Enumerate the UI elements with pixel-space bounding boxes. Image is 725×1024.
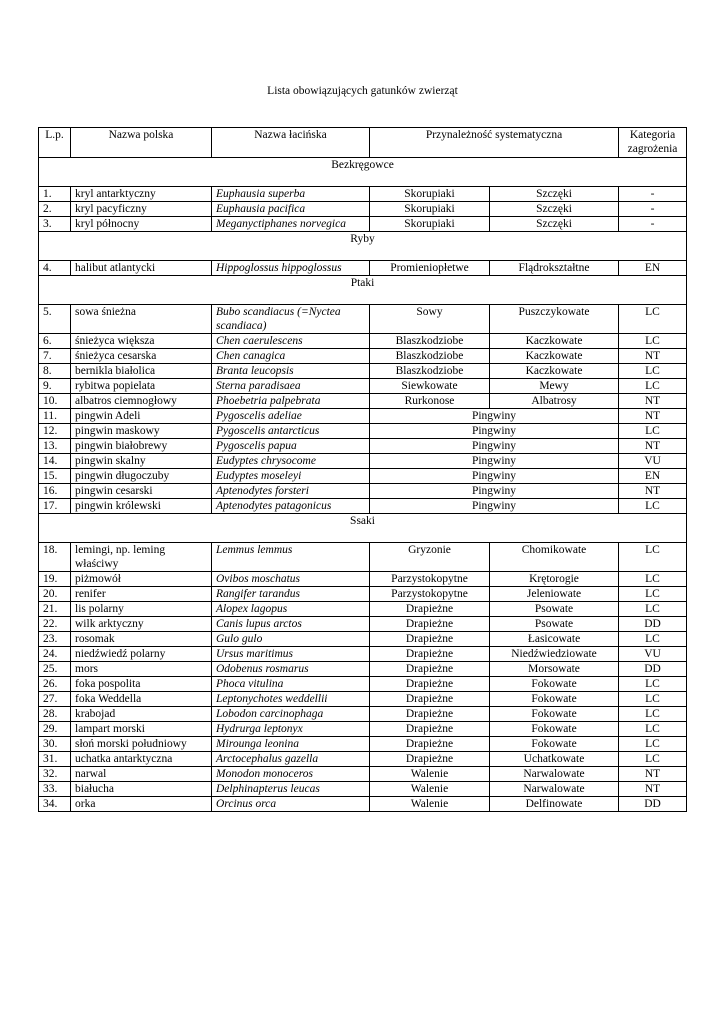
- systematic-family: Fokowate: [490, 722, 619, 737]
- row-number: 18.: [39, 543, 71, 572]
- systematic-family: Kaczkowate: [490, 349, 619, 364]
- polish-name: białucha: [71, 782, 212, 797]
- polish-name: pingwin białobrewy: [71, 439, 212, 454]
- threat-category: LC: [619, 572, 687, 587]
- systematic-family: Flądrokształtne: [490, 261, 619, 276]
- polish-name: pingwin długoczuby: [71, 469, 212, 484]
- table-row: [39, 617, 687, 632]
- systematic-family: Jeleniowate: [490, 587, 619, 602]
- latin-name: Aptenodytes patagonicus: [212, 499, 370, 514]
- systematic-group: Pingwiny: [370, 469, 619, 484]
- row-number: 16.: [39, 484, 71, 499]
- threat-category: LC: [619, 602, 687, 617]
- polish-name: niedźwiedź polarny: [71, 647, 212, 662]
- row-number: 28.: [39, 707, 71, 722]
- systematic-family: Mewy: [490, 379, 619, 394]
- polish-name: albatros ciemnogłowy: [71, 394, 212, 409]
- table-row: [39, 707, 687, 722]
- systematic-order: Drapieżne: [370, 752, 490, 767]
- table-body: [39, 158, 687, 812]
- polish-name: śnieżyca cesarska: [71, 349, 212, 364]
- threat-category: DD: [619, 662, 687, 677]
- latin-name: Branta leucopsis: [212, 364, 370, 379]
- latin-name: Pygoscelis antarcticus: [212, 424, 370, 439]
- threat-category: LC: [619, 587, 687, 602]
- table-row: [39, 394, 687, 409]
- polish-name: rybitwa popielata: [71, 379, 212, 394]
- table-row: [39, 261, 687, 276]
- threat-category: EN: [619, 261, 687, 276]
- polish-name: rosomak: [71, 632, 212, 647]
- latin-name: Euphausia pacifica: [212, 202, 370, 217]
- polish-name: mors: [71, 662, 212, 677]
- row-number: 9.: [39, 379, 71, 394]
- latin-name: Phoebetria palpebrata: [212, 394, 370, 409]
- systematic-group: Pingwiny: [370, 499, 619, 514]
- section-title: Ssaki: [39, 514, 687, 543]
- systematic-family: Niedźwiedziowate: [490, 647, 619, 662]
- row-number: 15.: [39, 469, 71, 484]
- threat-category: NT: [619, 394, 687, 409]
- row-number: 12.: [39, 424, 71, 439]
- threat-category: LC: [619, 737, 687, 752]
- row-number: 30.: [39, 737, 71, 752]
- table-row: [39, 202, 687, 217]
- latin-name: Ursus maritimus: [212, 647, 370, 662]
- systematic-order: Skorupiaki: [370, 187, 490, 202]
- systematic-family: Psowate: [490, 602, 619, 617]
- table-row: [39, 692, 687, 707]
- systematic-family: Albatrosy: [490, 394, 619, 409]
- row-number: 22.: [39, 617, 71, 632]
- threat-category: LC: [619, 379, 687, 394]
- section-row: [39, 276, 687, 305]
- systematic-order: Siewkowate: [370, 379, 490, 394]
- row-number: 8.: [39, 364, 71, 379]
- threat-category: EN: [619, 469, 687, 484]
- latin-name: Eudyptes chrysocome: [212, 454, 370, 469]
- row-number: 33.: [39, 782, 71, 797]
- polish-name: renifer: [71, 587, 212, 602]
- systematic-family: Uchatkowate: [490, 752, 619, 767]
- header-lp: L.p.: [39, 128, 71, 158]
- polish-name: kryl północny: [71, 217, 212, 232]
- polish-name: uchatka antarktyczna: [71, 752, 212, 767]
- latin-name: Monodon monoceros: [212, 767, 370, 782]
- section-row: [39, 514, 687, 543]
- threat-category: NT: [619, 439, 687, 454]
- row-number: 5.: [39, 305, 71, 334]
- systematic-family: Szczęki: [490, 217, 619, 232]
- threat-category: LC: [619, 424, 687, 439]
- systematic-group: Pingwiny: [370, 454, 619, 469]
- threat-category: LC: [619, 707, 687, 722]
- table-row: [39, 439, 687, 454]
- threat-category: DD: [619, 617, 687, 632]
- systematic-order: Rurkonose: [370, 394, 490, 409]
- polish-name: pingwin skalny: [71, 454, 212, 469]
- systematic-order: Walenie: [370, 767, 490, 782]
- section-title: Bezkręgowce: [39, 158, 687, 187]
- latin-name: Pygoscelis papua: [212, 439, 370, 454]
- systematic-group: Pingwiny: [370, 424, 619, 439]
- document-title: Lista obowiązujących gatunków zwierząt: [267, 85, 458, 97]
- row-number: 32.: [39, 767, 71, 782]
- table-row: [39, 767, 687, 782]
- table-row: [39, 543, 687, 572]
- polish-name: orka: [71, 797, 212, 812]
- systematic-order: Skorupiaki: [370, 217, 490, 232]
- systematic-order: Walenie: [370, 782, 490, 797]
- threat-category: NT: [619, 409, 687, 424]
- table-row: [39, 587, 687, 602]
- systematic-family: Narwalowate: [490, 782, 619, 797]
- species-table: [38, 127, 687, 812]
- row-number: 4.: [39, 261, 71, 276]
- table-row: [39, 364, 687, 379]
- row-number: 20.: [39, 587, 71, 602]
- latin-name: Odobenus rosmarus: [212, 662, 370, 677]
- systematic-order: Drapieżne: [370, 632, 490, 647]
- systematic-family: Fokowate: [490, 737, 619, 752]
- header-threat-category: Kategoria zagrożenia: [619, 128, 687, 158]
- table-row: [39, 409, 687, 424]
- threat-category: LC: [619, 364, 687, 379]
- systematic-family: Fokowate: [490, 677, 619, 692]
- systematic-order: Drapieżne: [370, 707, 490, 722]
- row-number: 13.: [39, 439, 71, 454]
- polish-name: halibut atlantycki: [71, 261, 212, 276]
- systematic-order: Gryzonie: [370, 543, 490, 572]
- threat-category: LC: [619, 677, 687, 692]
- systematic-family: Kaczkowate: [490, 364, 619, 379]
- latin-name: Delphinapterus leucas: [212, 782, 370, 797]
- systematic-family: Morsowate: [490, 662, 619, 677]
- table-row: [39, 454, 687, 469]
- row-number: 17.: [39, 499, 71, 514]
- systematic-order: Drapieżne: [370, 602, 490, 617]
- systematic-order: Drapieżne: [370, 692, 490, 707]
- systematic-order: Drapieżne: [370, 722, 490, 737]
- row-number: 3.: [39, 217, 71, 232]
- latin-name: Ovibos moschatus: [212, 572, 370, 587]
- threat-category: NT: [619, 484, 687, 499]
- systematic-order: Drapieżne: [370, 737, 490, 752]
- systematic-group: Pingwiny: [370, 439, 619, 454]
- latin-name: Meganyctiphanes norvegica: [212, 217, 370, 232]
- latin-name: Rangifer tarandus: [212, 587, 370, 602]
- polish-name: kryl pacyficzny: [71, 202, 212, 217]
- table-row: [39, 424, 687, 439]
- systematic-family: Narwalowate: [490, 767, 619, 782]
- table-row: [39, 602, 687, 617]
- latin-name: Eudyptes moseleyi: [212, 469, 370, 484]
- polish-name: piżmowół: [71, 572, 212, 587]
- polish-name: sowa śnieżna: [71, 305, 212, 334]
- row-number: 19.: [39, 572, 71, 587]
- systematic-family: Psowate: [490, 617, 619, 632]
- threat-category: LC: [619, 543, 687, 572]
- latin-name: Lemmus lemmus: [212, 543, 370, 572]
- table-row: [39, 379, 687, 394]
- polish-name: lampart morski: [71, 722, 212, 737]
- row-number: 7.: [39, 349, 71, 364]
- systematic-order: Drapieżne: [370, 617, 490, 632]
- latin-name: Orcinus orca: [212, 797, 370, 812]
- threat-category: LC: [619, 305, 687, 334]
- polish-name: pingwin maskowy: [71, 424, 212, 439]
- threat-category: VU: [619, 454, 687, 469]
- row-number: 26.: [39, 677, 71, 692]
- table-row: [39, 484, 687, 499]
- latin-name: Hippoglossus hippoglossus: [212, 261, 370, 276]
- threat-category: LC: [619, 334, 687, 349]
- row-number: 34.: [39, 797, 71, 812]
- row-number: 23.: [39, 632, 71, 647]
- polish-name: bernikla białolica: [71, 364, 212, 379]
- latin-name: Hydrurga leptonyx: [212, 722, 370, 737]
- threat-category: LC: [619, 752, 687, 767]
- polish-name: pingwin Adeli: [71, 409, 212, 424]
- row-number: 31.: [39, 752, 71, 767]
- latin-name: Aptenodytes forsteri: [212, 484, 370, 499]
- systematic-group: Pingwiny: [370, 409, 619, 424]
- table-row: [39, 499, 687, 514]
- systematic-order: Walenie: [370, 797, 490, 812]
- latin-name: Chen caerulescens: [212, 334, 370, 349]
- table-row: [39, 737, 687, 752]
- threat-category: LC: [619, 632, 687, 647]
- threat-category: DD: [619, 797, 687, 812]
- header-systematics: Przynależność systematyczna: [370, 128, 619, 158]
- polish-name: słoń morski południowy: [71, 737, 212, 752]
- table-row: [39, 572, 687, 587]
- threat-category: LC: [619, 722, 687, 737]
- systematic-order: Sowy: [370, 305, 490, 334]
- table-row: [39, 662, 687, 677]
- systematic-family: Szczęki: [490, 202, 619, 217]
- section-title: Ptaki: [39, 276, 687, 305]
- threat-category: -: [619, 202, 687, 217]
- table-row: [39, 305, 687, 334]
- polish-name: lis polarny: [71, 602, 212, 617]
- systematic-family: Chomikowate: [490, 543, 619, 572]
- systematic-order: Drapieżne: [370, 677, 490, 692]
- table-row: [39, 632, 687, 647]
- table-row: [39, 782, 687, 797]
- row-number: 21.: [39, 602, 71, 617]
- latin-name: Leptonychotes weddellii: [212, 692, 370, 707]
- threat-category: LC: [619, 499, 687, 514]
- systematic-family: Puszczykowate: [490, 305, 619, 334]
- latin-name: Chen canagica: [212, 349, 370, 364]
- latin-name: Sterna paradisaea: [212, 379, 370, 394]
- table-row: [39, 217, 687, 232]
- threat-category: NT: [619, 767, 687, 782]
- latin-name: Canis lupus arctos: [212, 617, 370, 632]
- systematic-order: Skorupiaki: [370, 202, 490, 217]
- header-polish-name: Nazwa polska: [71, 128, 212, 158]
- systematic-order: Drapieżne: [370, 647, 490, 662]
- systematic-family: Szczęki: [490, 187, 619, 202]
- section-title: Ryby: [39, 232, 687, 261]
- threat-category: LC: [619, 692, 687, 707]
- latin-name: Gulo gulo: [212, 632, 370, 647]
- latin-name: Mirounga leonina: [212, 737, 370, 752]
- polish-name: wilk arktyczny: [71, 617, 212, 632]
- row-number: 2.: [39, 202, 71, 217]
- table-row: [39, 722, 687, 737]
- polish-name: śnieżyca większa: [71, 334, 212, 349]
- systematic-family: Fokowate: [490, 707, 619, 722]
- latin-name: Lobodon carcinophaga: [212, 707, 370, 722]
- systematic-family: Łasicowate: [490, 632, 619, 647]
- row-number: 24.: [39, 647, 71, 662]
- latin-name: Phoca vitulina: [212, 677, 370, 692]
- polish-name: lemingi, np. leming właściwy: [71, 543, 212, 572]
- row-number: 6.: [39, 334, 71, 349]
- systematic-family: Krętorogie: [490, 572, 619, 587]
- table-row: [39, 349, 687, 364]
- systematic-group: Pingwiny: [370, 484, 619, 499]
- section-row: [39, 232, 687, 261]
- threat-category: NT: [619, 349, 687, 364]
- latin-name: Bubo scandiacus (=Nyctea scandiaca): [212, 305, 370, 334]
- row-number: 14.: [39, 454, 71, 469]
- threat-category: VU: [619, 647, 687, 662]
- table-header-row: [39, 128, 687, 158]
- table-row: [39, 469, 687, 484]
- systematic-order: Drapieżne: [370, 662, 490, 677]
- polish-name: pingwin cesarski: [71, 484, 212, 499]
- row-number: 10.: [39, 394, 71, 409]
- systematic-order: Promieniopłetwe: [370, 261, 490, 276]
- systematic-order: Blaszkodziobe: [370, 364, 490, 379]
- systematic-order: Parzystokopytne: [370, 572, 490, 587]
- systematic-family: Kaczkowate: [490, 334, 619, 349]
- polish-name: foka Weddella: [71, 692, 212, 707]
- latin-name: Alopex lagopus: [212, 602, 370, 617]
- threat-category: -: [619, 187, 687, 202]
- polish-name: krabojad: [71, 707, 212, 722]
- latin-name: Arctocephalus gazella: [212, 752, 370, 767]
- table-row: [39, 677, 687, 692]
- systematic-family: Delfinowate: [490, 797, 619, 812]
- section-row: [39, 158, 687, 187]
- header-latin-name: Nazwa łacińska: [212, 128, 370, 158]
- row-number: 1.: [39, 187, 71, 202]
- row-number: 25.: [39, 662, 71, 677]
- polish-name: kryl antarktyczny: [71, 187, 212, 202]
- systematic-family: Fokowate: [490, 692, 619, 707]
- table-row: [39, 797, 687, 812]
- latin-name: Pygoscelis adeliae: [212, 409, 370, 424]
- threat-category: -: [619, 217, 687, 232]
- polish-name: narwal: [71, 767, 212, 782]
- polish-name: pingwin królewski: [71, 499, 212, 514]
- table-row: [39, 752, 687, 767]
- systematic-order: Blaszkodziobe: [370, 349, 490, 364]
- polish-name: foka pospolita: [71, 677, 212, 692]
- row-number: 27.: [39, 692, 71, 707]
- systematic-order: Blaszkodziobe: [370, 334, 490, 349]
- latin-name: Euphausia superba: [212, 187, 370, 202]
- threat-category: NT: [619, 782, 687, 797]
- row-number: 29.: [39, 722, 71, 737]
- systematic-order: Parzystokopytne: [370, 587, 490, 602]
- table-row: [39, 647, 687, 662]
- table-row: [39, 187, 687, 202]
- row-number: 11.: [39, 409, 71, 424]
- table-row: [39, 334, 687, 349]
